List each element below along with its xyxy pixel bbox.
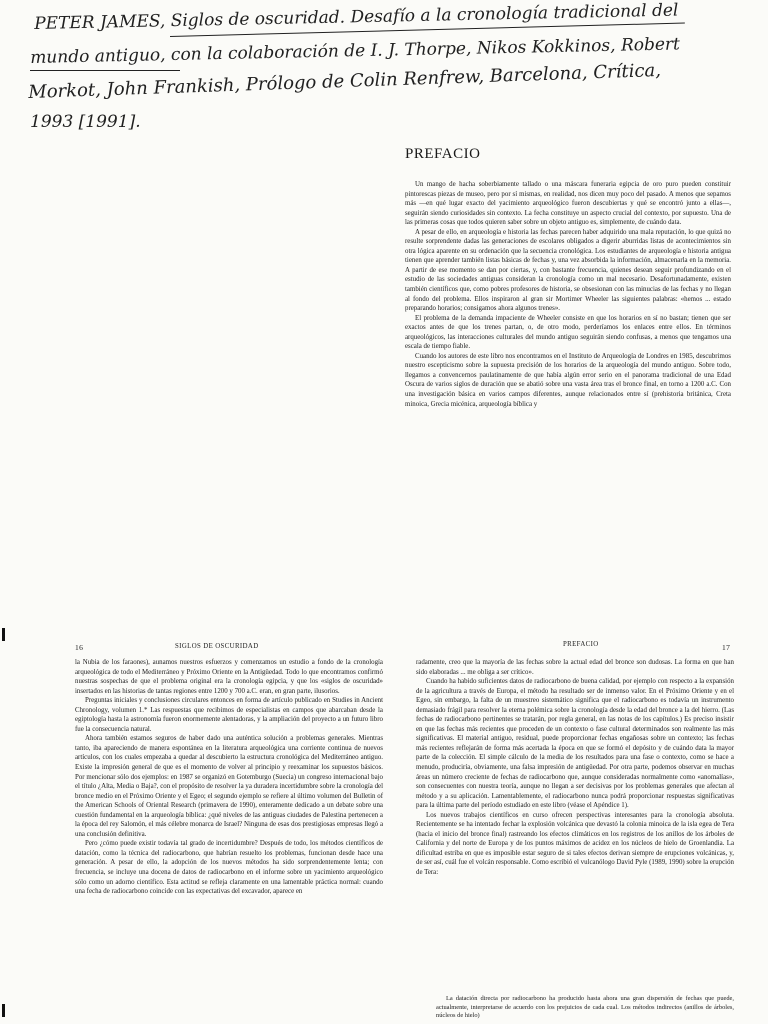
- handwritten-citation-line-2: mundo antiguo, con la colaboración de I. J. Thorpe, Nikos Kokkinos, Robert: [30, 34, 681, 68]
- handwritten-citation-line-3: Morkot, John Frankish, Prólogo de Colin Renfrew, Barcelona, Crítica,: [28, 59, 662, 103]
- left-page-column: [75, 658, 383, 897]
- paragraph: A pesar de ello, en arqueología e historia las fechas parecen haber adquirido una mala reputación, lo que quizá no resulte sorprendente dadas las generaciones de escolares obligados a digerir aburridas listas de acontecimientos sin otra lógica aparente en su ordenación que la secuencia cronológica. Los estudiantes de arqueología e historia antigua tienen que aprender también listas básicas de fechas y, una vez absorbida la información, almacenarla en la memoria. A partir de ese momento se dan por ciertas, y, con bastante frecuencia, quienes desean seguir profundizando en el estudio de las sociedades antiguas consideran la cronología como un mal necesario. Desafortunadamente, existen también científicos que, como pobres profesores de historia, se obsesionan con las minucias de las fechas y no llegan al fondo del problema. Ellos inspiraron al gran sir Mortimer Wheeler las siguientes palabras: «hemos ... estado preparando horarios; consigamos ahora algunos trenes».: [405, 228, 731, 313]
- running-head-left: SIGLOS DE OSCURIDAD: [175, 643, 259, 650]
- paragraph: la Nubia de los faraones), aunamos nuestros esfuerzos y comenzamos un estudio a fondo de la cronología arqueológica de todo el Mediterráneo y Próximo Oriente en la Antigüedad. Todo lo que encontramos confirmó nuestras sospechas de que el problema original era la cronología egipcia, y que los «siglos de oscuridad» insertados en las historias de tantas regiones entre 1200 y 700 a.C. eran, en gran parte, ilusorios.: [75, 659, 383, 695]
- right-page-column: [416, 658, 734, 878]
- handwritten-citation-line-1: PETER JAMES, Siglos de oscuridad. Desafío a la cronología tradicional del: [34, 0, 679, 34]
- paragraph: Cuando los autores de este libro nos encontramos en el Instituto de Arqueología de Londres en 1985, descubrimos nuestro escepticismo sobre la supuesta precisión de los horarios de la arqueología del mundo antiguo. Sobre todo, llegamos a convencernos paulatinamente de que había algún error serio en el panorama tradicional de una Edad Oscura de varios siglos de duración que se abatió sobre una vasta área tras el bronce final, en torno a 1200 a.C. Con una investigación básica en varios campos diferentes, aunque relacionados entre sí (prehistoria británica, Creta minoica, Grecia micénica, arqueología bíblica y: [405, 352, 731, 408]
- paragraph: Pero ¿cómo puede existir todavía tal grado de incertidumbre? Después de todo, los métodos científicos de datación, como la técnica del radiocarbono, que habrían resuelto los problemas, funcionan desde hace una generación. A pesar de ello, la adopción de los nuevos métodos ha sido sorprendentemente lenta; con frecuencia, se incluye una docena de datos de radiocarbono en el informe sobre un yacimiento arqueológico sólo como un adorno científico. Esta actitud se refleja claramente en una lamentable práctica normal: cuando una fecha de radiocarbono coincide con las expectativas del excavador, aparece en: [75, 840, 383, 896]
- paragraph: El problema de la demanda impaciente de Wheeler consiste en que los horarios en sí no bastan; tienen que ser exactos antes de que los trenes partan, o, de otro modo, perderíamos los enlaces entre ellos. En términos arqueológicos, las interacciones culturales del mundo antiguo seguirán siendo confusas, a menos que tengamos una escala de tiempo fiable.: [405, 314, 731, 351]
- paragraph: Los nuevos trabajos científicos en curso ofrecen perspectivas interesantes para la cronología absoluta. Recientemente se ha intentado fechar la explosión volcánica que devastó la colonia minoica de la isla egea de Tera (hacia el inicio del bronce final) rastreando los efectos climáticos en los registros de los anillos de los árboles de California y del norte de Europa y de los puntos máximos de acidez en los núcleos de hielo de Groenlandia. La dificultad estriba en que es imposible estar seguro de si tales efectos derivan siempre de erupciones volcánicas, y, de ser así, cuál fue el volcán responsable. Como escribió el vulcanólogo David Pyle (1989, 1990) sobre la erupción de Tera:: [416, 811, 734, 877]
- paragraph: Preguntas iniciales y conclusiones circulares entonces en forma de artículo publicado en Studies in Ancient Chronology, volumen 1.* Las respuestas que recibimos de especialistas en campos que abarcaban desde la egiptología hasta la astronomía fueron enormemente alentadoras, y la ampliación del proyecto a un futuro libro fue la consecuencia natural.: [75, 697, 383, 733]
- page-edge-mark: [2, 1004, 5, 1017]
- page-number-left: 16: [75, 643, 84, 652]
- handwritten-citation-line-4: 1993 [1991].: [30, 112, 141, 132]
- page-edge-mark: [2, 628, 5, 641]
- page-number-right: 17: [722, 643, 731, 652]
- paragraph: radamente, creo que la mayoría de las fechas sobre la actual edad del bronce son dudosas. La forma en que han sido elaboradas ... me obliga a ser crítico».: [416, 659, 734, 676]
- quote-text: La datación directa por radiocarbono ha producido hasta ahora una gran dispersión de fechas que puede, actualmente, interpretarse de acuerdo con los prejuicios de cada cual. Los métodos indirectos (anillos de árboles, núcleos de hielo): [436, 995, 734, 1020]
- paragraph: Cuando ha habido suficientes datos de radiocarbono de buena calidad, por ejemplo con respecto a la expansión de la agricultura a través de Europa, el método ha resultado ser de inmenso valor. En el Próximo Oriente y en el Egeo, sin embargo, la falta de un muestreo sistemático significa que el radiocarbono es todavía un instrumento demasiado frágil para resolver la eterna polémica sobre la cronología desde la edad del bronce a la del hierro. (Las fechas de radiocarbono pertinentes se tratarán, por regla general, en las notas de los capítulos.) Es preciso insistir en que las fechas más recientes que proceden de un contexto o fase cultural determinados son realmente las más significativas. El material antiguo, residual, puede proporcionar fechas engañosas sobre un contexto; las fechas más recientes reflejarán de forma más acertada la época en que se formó el depósito y de cuándo data la mayor parte de la colección. El simple cálculo de la media de los resultados para una fase o contexto, como se hace a menudo, produciría, obviamente, una falsa impresión de antigüedad. Por otra parte, podemos observar en muchas áreas un número creciente de fechas de radiocarbono que, aunque consideradas normalmente como «anomalías», son consecuentes con nuestra teoría, aunque no llegan a ser decisivas por los problemas generales que afectan al método y a su aplicación. Lamentablemente, el radiocarbono nunca podrá proporcionar respuestas significativas para la última parte del período estudiado en este libro (véase el Apéndice 1).: [416, 678, 734, 810]
- running-head-right: PREFACIO: [563, 641, 599, 648]
- page-title: PREFACIO: [405, 146, 481, 162]
- preface-top-column: [405, 180, 731, 409]
- paragraph: Un mango de hacha soberbiamente tallado o una máscara funeraria egipcia de oro puro pueden constituir pintorescas piezas de museo, pero por sí mismas, en realidad, nos dicen muy poco del pasado. A menos que sepamos más —en qué lugar exacto del yacimiento arqueológico fueron descubiertas y qué se encontró junto a ellas—, seguirán siendo curiosidades sin contexto. La fecha constituye un aspecto crucial del contexto, por supuesto. Una de las primeras cosas que todos quieren saber sobre un objeto antiguo es, simplemente, de cuándo data.: [405, 181, 731, 227]
- paragraph: Ahora también estamos seguros de haber dado una auténtica solución a problemas generales. Mientras tanto, iba apareciendo de manera espontánea en la literatura arqueológica una corriente continua de nuevos artículos, con los cuales empezaba a quedar al descubierto la estructura cronológica del Mediterráneo antiguo. Existe la impresión general de que es el momento de volver al principio y reexaminar los supuestos básicos. Por mencionar sólo dos ejemplos: en 1987 se organizó en Gotemburgo (Suecia) un congreso internacional bajo el título ¿Alta, Media o Baja?, con el propósito de resolver la ya duradera incertidumbre sobre la cronología del bronce medio en el Próximo Oriente y el Egeo; el segundo ejemplo se refiere al último volumen del Bulletin of the American Schools of Oriental Research (primavera de 1990), enteramente dedicado a un debate sobre una cuestión fundamental en la arqueología bíblica: ¿qué niveles de las antiguas ciudades de Palestina pertenecen a la época del rey Salomón, el más célebre monarca de Israel? Ninguna de esas dos prestigiosas empresas llegó a una conclusión definitiva.: [75, 735, 383, 838]
- block-quote: [436, 995, 734, 1023]
- citation-underline-2: [30, 70, 180, 71]
